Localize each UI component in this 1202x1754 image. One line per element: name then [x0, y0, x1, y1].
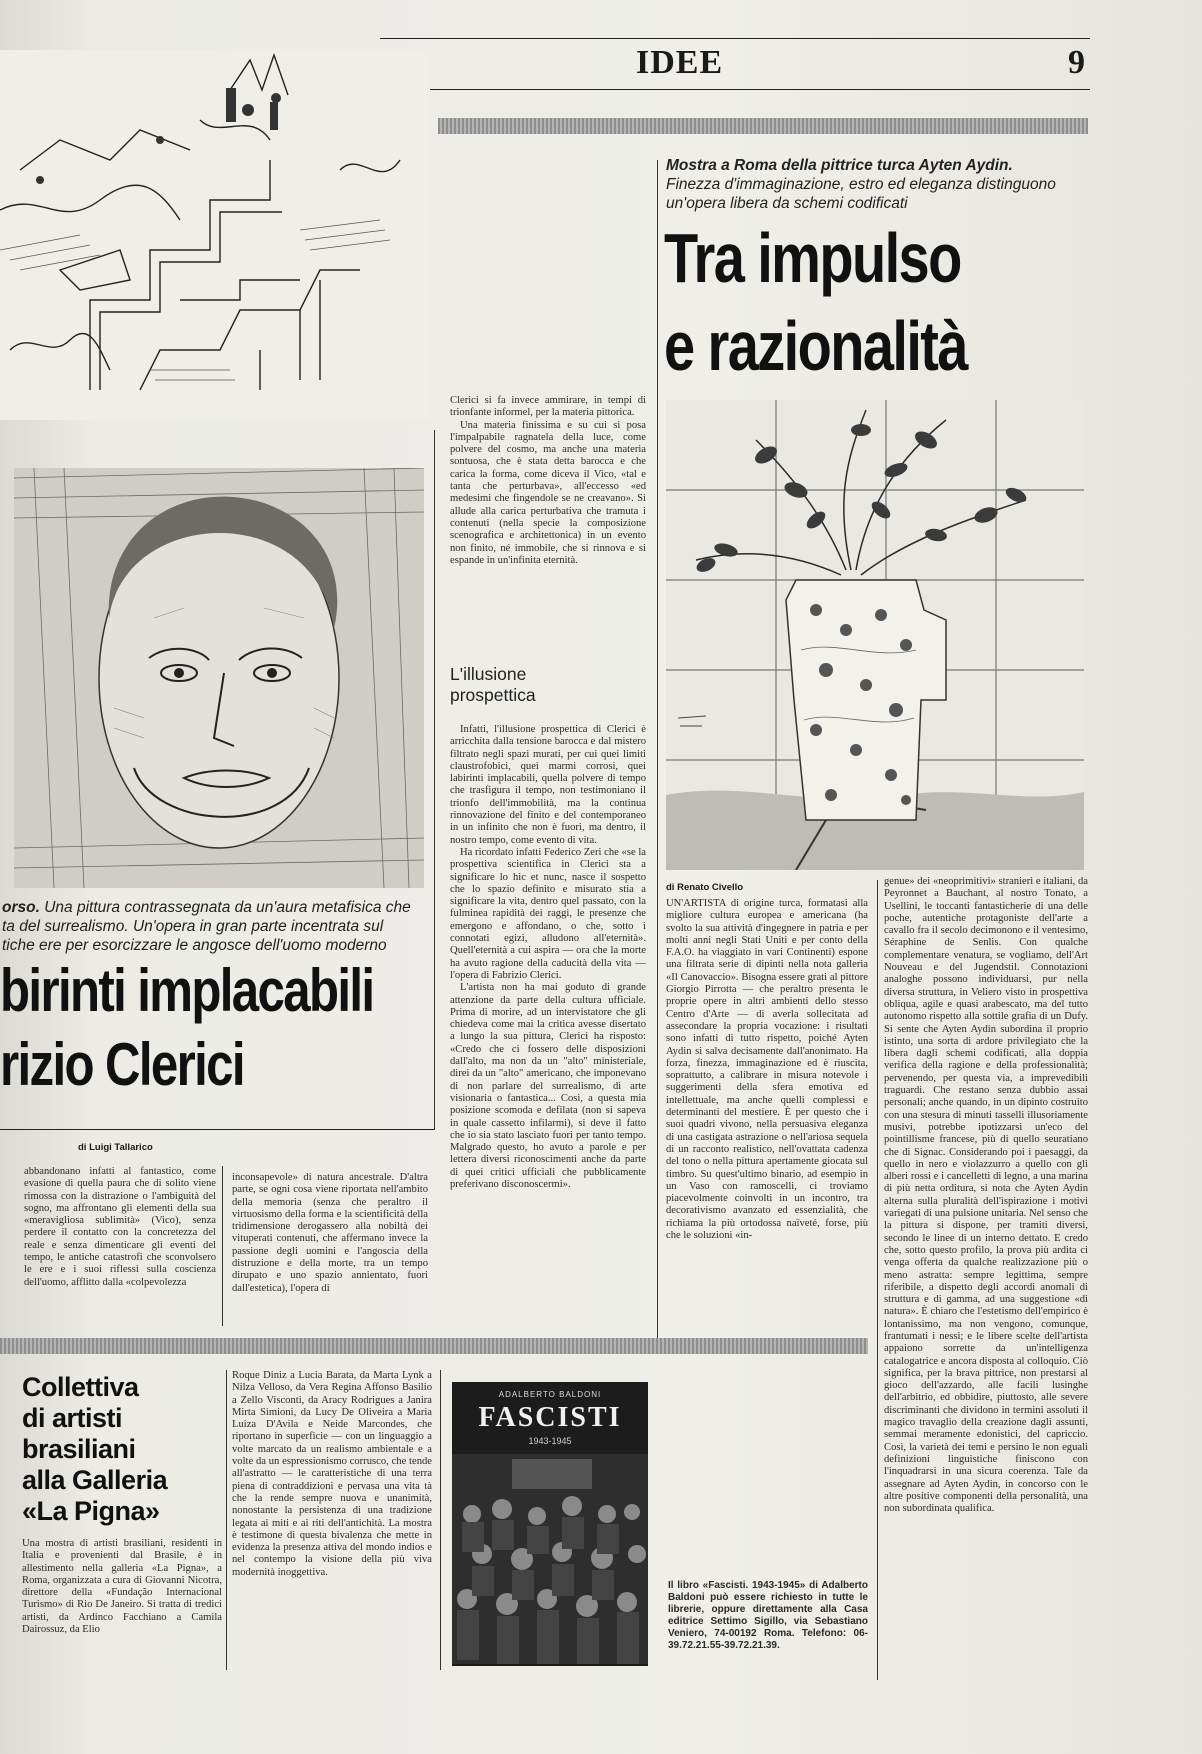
- left-kicker: [2, 898, 422, 955]
- right-col1-text: UN'ARTISTA di origine turca, formatasi alla migliore cultura europea e americana (ha svolto la sua attività d'ingegnere in patria e per molti anni negli Stati Uniti e per conto della F.A.O. ha viaggiato in vari Continenti) espone una filtrata serie di dipinti nella nota galleria «Il Canovaccio». Bisogna essere grati al pittore Giorgio Pirrotta — che peraltro presenta le proprie opere in altri ambienti dello stesso Centro d'Arte — di averla sollecitata ad assecondare la propria vocazione: i risultati sono infatti di tutto rispetto, poiché Ayten Aydin si salva decisamente dall'anonimato. Ha forza, finezza, immaginazione ed è riuscita, soprattutto, a calibrare in misura notevole i suggerimenti della sfera emotiva ed intellettuale, ma anche quelli complessi e determinanti del mestiere. È per questo che i suoi quadri vivono, nella persuasiva eleganza di una castigata astrazione o nell'ariosa sequela di un racconto realistico, nell'ovattata cadenza del tono o nella pittura apertamente giocata sul timbro. Su quest'ultimo binario, ad esempio in un Vaso con ramoscelli, ci troviamo piacevolmente coinvolti in un incontro, tra decorativismo avanzato ed essenzialità, che richiama la più ortodossa naïveté, forse, più che le soluzioni «in-: [666, 898, 868, 1242]
- brazil-col1-text: Una mostra di artisti brasiliani, residenti in Italia e provenienti dal Brasile, è in allestimento nella galleria «La Pigna», a Roma, organizzata a cura di Giovanni Nicotra, direttore della «Fundação Internacional Turismo» di Rio De Janeiro. Si tratta di tredici artisti, da Ardinco Facchiano a Camila Dairossuz, da Elio: [22, 1538, 222, 1636]
- brazil-body-col-2: [232, 1370, 432, 1670]
- middle-divider: [657, 160, 658, 1340]
- left-headline-underline: [0, 1129, 435, 1130]
- architectural-drawing-image: [0, 50, 430, 420]
- brazil-headline-line-3: brasiliani: [22, 1434, 136, 1464]
- brazil-headline-line-5: «La Pigna»: [22, 1496, 160, 1526]
- book-cover-image: [452, 1382, 648, 1666]
- portrait-drawing-image: [14, 468, 424, 888]
- left-byline: di Luigi Tallarico: [78, 1142, 153, 1153]
- book-title: FASCISTI: [478, 1402, 622, 1433]
- vase-painting-image: [666, 400, 1084, 870]
- middle-col-para-2: Una materia finissima e su cui si posa l'impalpabile ragnatela della luce, come polvere del cosmo, ma anche una materia sontuosa, che è stata detta barocca e che carica la forma, come diceva il Vico, «tal e tanta che perturbava», all'eccesso «ed medesimi che fingendole se ne creavano». Si allude alla carica perturbativa che tramuta i contenuti (nella specie la composizione scenografica e architettonica) in un evento non finito, né immobile, che si rinnova e si espande in un'infinita eternità.: [450, 419, 646, 566]
- brazil-headline: [22, 1372, 222, 1527]
- middle-col-para-4: Ha ricordato infatti Federico Zeri che «se la prospettiva scientifica in Clerici sta a significare lo hic et nunc, nasce il sospetto che lo spazio definito e misurato stia a significare la vita, dentro quel passato, con la fulminea rapidità dei raggi, le presenze che emergono e affondano, o che, sotto i connotati egizi, alludono all'eternità». Quell'eternità a cui aspira — ora che la morte ha avuto ragione della caducità della vita — l'opera di Fabrizio Clerici.: [450, 846, 646, 981]
- right-kicker-rest: Finezza d'immaginazione, estro ed eleganza distinguono un'opera libera da schemi codificati: [666, 176, 1056, 212]
- book-author: ADALBERTO BALDONI: [498, 1390, 602, 1399]
- book-caption: Il libro «Fascisti. 1943-1945» di Adalberto Baldoni può essere richiesto in tutte le librerie, oppure direttamente alla Casa editrice Settimo Sigillo, via Sebastiano Veniero, 74-00192 Roma. Telefono: 06-39.72.21.55-39.72.21.39.: [668, 1580, 868, 1651]
- page-number: 9: [1068, 44, 1085, 81]
- left-kicker-line-2: ta del surrealismo. Un'opera in gran parte incentrata sul: [2, 918, 384, 935]
- left-kicker-line-3: tiche ere per esorcizzare le angosce dell'uomo moderno: [2, 937, 387, 954]
- right-headline-line-1: Tra impulso: [664, 219, 961, 297]
- book-years: 1943-1945: [528, 1436, 572, 1446]
- middle-column-cont: [450, 724, 646, 1329]
- left-kicker-line-1: Una pittura contrassegnata da un'aura metafisica che: [44, 899, 411, 916]
- left-body-col-2: [232, 1172, 428, 1332]
- brazil-headline-line-1: Collettiva: [22, 1372, 139, 1402]
- left-col2-text: inconsapevole» di natura ancestrale. D'altra parte, se ogni cosa viene riportata nell'ambito della memoria (senza che peraltro il virtuosismo della forma e la scientificità della tridimensione derogassero alla nobiltà dei vituperati contenuti, che affermano invece la passione degli uomini e l'angoscia della distruzione e della morte, tra un tempo dirupato e uno spazio annientato, fuori dall'estetica), l'opera di: [232, 1172, 428, 1294]
- brazil-headline-line-4: alla Galleria: [22, 1465, 168, 1495]
- brazil-body-col-1: [22, 1538, 222, 1670]
- book-cover-crowd: [452, 1454, 648, 1664]
- right-kicker: [666, 156, 1066, 213]
- brazil-col-divider: [226, 1370, 227, 1670]
- middle-col-para-3: Infatti, l'illusione prospettica di Clerici è arricchita dalla tensione barocca e dal mistero filtrato negli spazi murati, per cui quei limiti claustrofobici, quei marmi corrosi, quei labirinti implacabili, quella polvere di tempo che trasfigura il tempo, non testimoniano il trionfo dell'immobilità, ma la continua rinnovazione del finito e del contemporaneo in un infinito che non è fuori, ma dentro, il nostro tempo, come evento di vita.: [450, 724, 646, 846]
- right-headline-line-2: e razionalità: [664, 307, 967, 385]
- brazil-book-divider: [440, 1370, 441, 1670]
- right-byline: di Renato Civello: [666, 882, 744, 893]
- header-top-rule: [380, 38, 1090, 39]
- left-col1-text: abbandonano infatti al fantastico, come evasione di quella paura che di solito viene rimossa con la distrazione o l'ambiguità del sogno, ma affrontano gli elementi della sua «meravigliosa sublimità» (Vico), senza perdere il contatto con la concretezza del reale e senza dimenticare gli eventi del tempo, le antiche catastrofi che sconvolsero le ere e i suoi riflessi sulla coscienza dell'uomo, afflitto dalla «colpevolezza: [24, 1166, 216, 1288]
- left-body-col-1: [24, 1166, 216, 1326]
- header-bottom-rule: [380, 89, 1090, 90]
- middle-subhead: L'illusione prospettica: [450, 664, 536, 705]
- middle-col-para-5: L'artista non ha mai goduto di grande attenzione da parte della cultura ufficiale. Prima di morire, ad un intervistatore che gli chiedeva come mai la critica avesse disertato a lungo la sua pittura, Clerici ha risposto: «Credo che ci fossero delle disposizioni dall'alto, ma non da un "alto" ministeriale, direi da un "alto" americano, che imponevano di non parlare del surrealismo, di arte visionaria o fantastica... Così, a questa mia posizione scomoda e defilata (non si sapeva in quale cassetto infilarmi), si deve il fatto che io sia stato lasciato fuori per tanto tempo. Malgrado questo, ho avuto a parole e per lettera diversi riconoscimenti anche da parte di quei critici ufficiali che pubblicamente preferivano disconoscermi».: [450, 982, 646, 1190]
- right-col-divider: [877, 880, 878, 1680]
- right-kicker-bold: Mostra a Roma della pittrice turca Ayten Aydin.: [666, 157, 1013, 174]
- left-col-divider-1: [222, 1166, 223, 1326]
- left-headline-line-1: birinti implacabili: [0, 957, 374, 1024]
- section-title: IDEE: [636, 44, 724, 81]
- right-body-col-2: [884, 876, 1088, 1678]
- middle-col-intro: Clerici si fa invece ammirare, in tempi di trionfante informel, per la materia pittorica.: [450, 395, 646, 419]
- left-kicker-lead: orso.: [2, 899, 40, 916]
- left-headline-border: [434, 430, 435, 1130]
- right-col2-text: genue» dei «neoprimitivi» stranieri e italiani, da Peyronnet a Bauchant, al nostro Tonato, a Usellini, le toccanti fantasticherie di una delle poche, autentiche protagoniste dell'arte a cavallo fra il secolo decimonono e il ventesimo, Séraphine de Senlis. Con qualche complementare venatura, se vogliamo, dell'Art Nouveau e del Jugendstil. Connotazioni analoghe possono individuarsi, pur nella diversa struttura, in Veliero visto in prospettiva obliqua, agile e quasi arabescato, ma del tutto autonomo rispetto alla sottile grafia di un Dufy. Si sente che Ayten Aydin subordina il proprio istinto, una sorta di ardore privilegiato che la libera dagli schemi codificati, alla doppia verifica della ragione e della professionalità; pervenendo, per questa via, a imprevedibili traguardi. Che restano senza dubbio assai personali; anche quando, in un dipinto costruito con una stesura di minuti tasselli illusoriamente musivi, potrebbe ipotizzarsi un'eco del pointillisme francese, più di quello seuratiano che di Signac. Considerando poi i paesaggi, da quello in nero e violazzurro a quello con gli alberi rossi e i cancelletti di legno, a una marina di più netta orditura, si nota che Ayten Aydin alterna sulla pluralità dell'ispirazione i motivi variegati di una pulsione unitaria. Nel senso che la pittura si dispone, per tramiti diversi, secondo le linee di un interno dettato. E credo che, sotto questo profilo, la prova più ardita ci venga offerta da qualche realizzazione più o meno astratta: sempre legittima, sempre riferibile, a dispetto degli accordi anomali di struttura e di gamma, ad una suggestione «di natura». È chiaro che l'estetismo dell'empirico è lontanissimo, ma non vengono, comunque, frantumati i nessi; e le libere scelte dell'artista appaiono sorrette da un'intelligenza catalogatrice e ancora disposta al colloquio. Ciò significa, per la brava pittrice, non prestarsi al gioco dell'azzardo, alle facili lusinghe dell'arbitrio, ed obbidire, piuttosto, alle severe discriminanti che dividono in termini assoluti il magico travaglio della creazione dagli assunti, semmai meramente edonistici, del capriccio. Così, la varietà dei temi e persino le non eguali definizioni linguistiche finiscono con l'inquadrarsi in una sicura coerenza. Tale da assegnare ad Ayten Aydin, in concorso con le altre positive componenti della personalità, una non subordinata qualifica.: [884, 876, 1088, 1515]
- brazil-headline-line-2: di artisti: [22, 1403, 123, 1433]
- brazil-col2-text: Roque Diniz a Lucia Barata, da Marta Lynk a Nilza Velloso, da Vera Regina Affonso Basilio a Zello Visconti, da Aracy Rodrigues a Janira Mirta Simioni, da Lucy De Oliveira a Maria Luiza D'Avila e Neide Marcondes, che riportano in superficie — con un linguaggio a volte marcato da un realismo ambientale e a volte da un espressionismo corrusco, che tende all'astratto — le caratteristiche di una terra piena di contraddizioni e pervasa una vita tà che la rende sempre nuova e unanimità, nonostante la persistenza di una tradizione legata ai miti e ai riti dell'antichità. La mostra è testimone di questa bivalenza che mette in evidenza la presenza attiva del mondo indios e nel contempo la visione della più viva modernità inoggettiva.: [232, 1370, 432, 1578]
- middle-column: [450, 395, 646, 610]
- right-article-top-bar: [438, 118, 1088, 134]
- left-headline-line-2: rizio Clerici: [0, 1031, 244, 1098]
- bottom-section-bar: [0, 1338, 868, 1354]
- right-body-col-1: [666, 898, 868, 1338]
